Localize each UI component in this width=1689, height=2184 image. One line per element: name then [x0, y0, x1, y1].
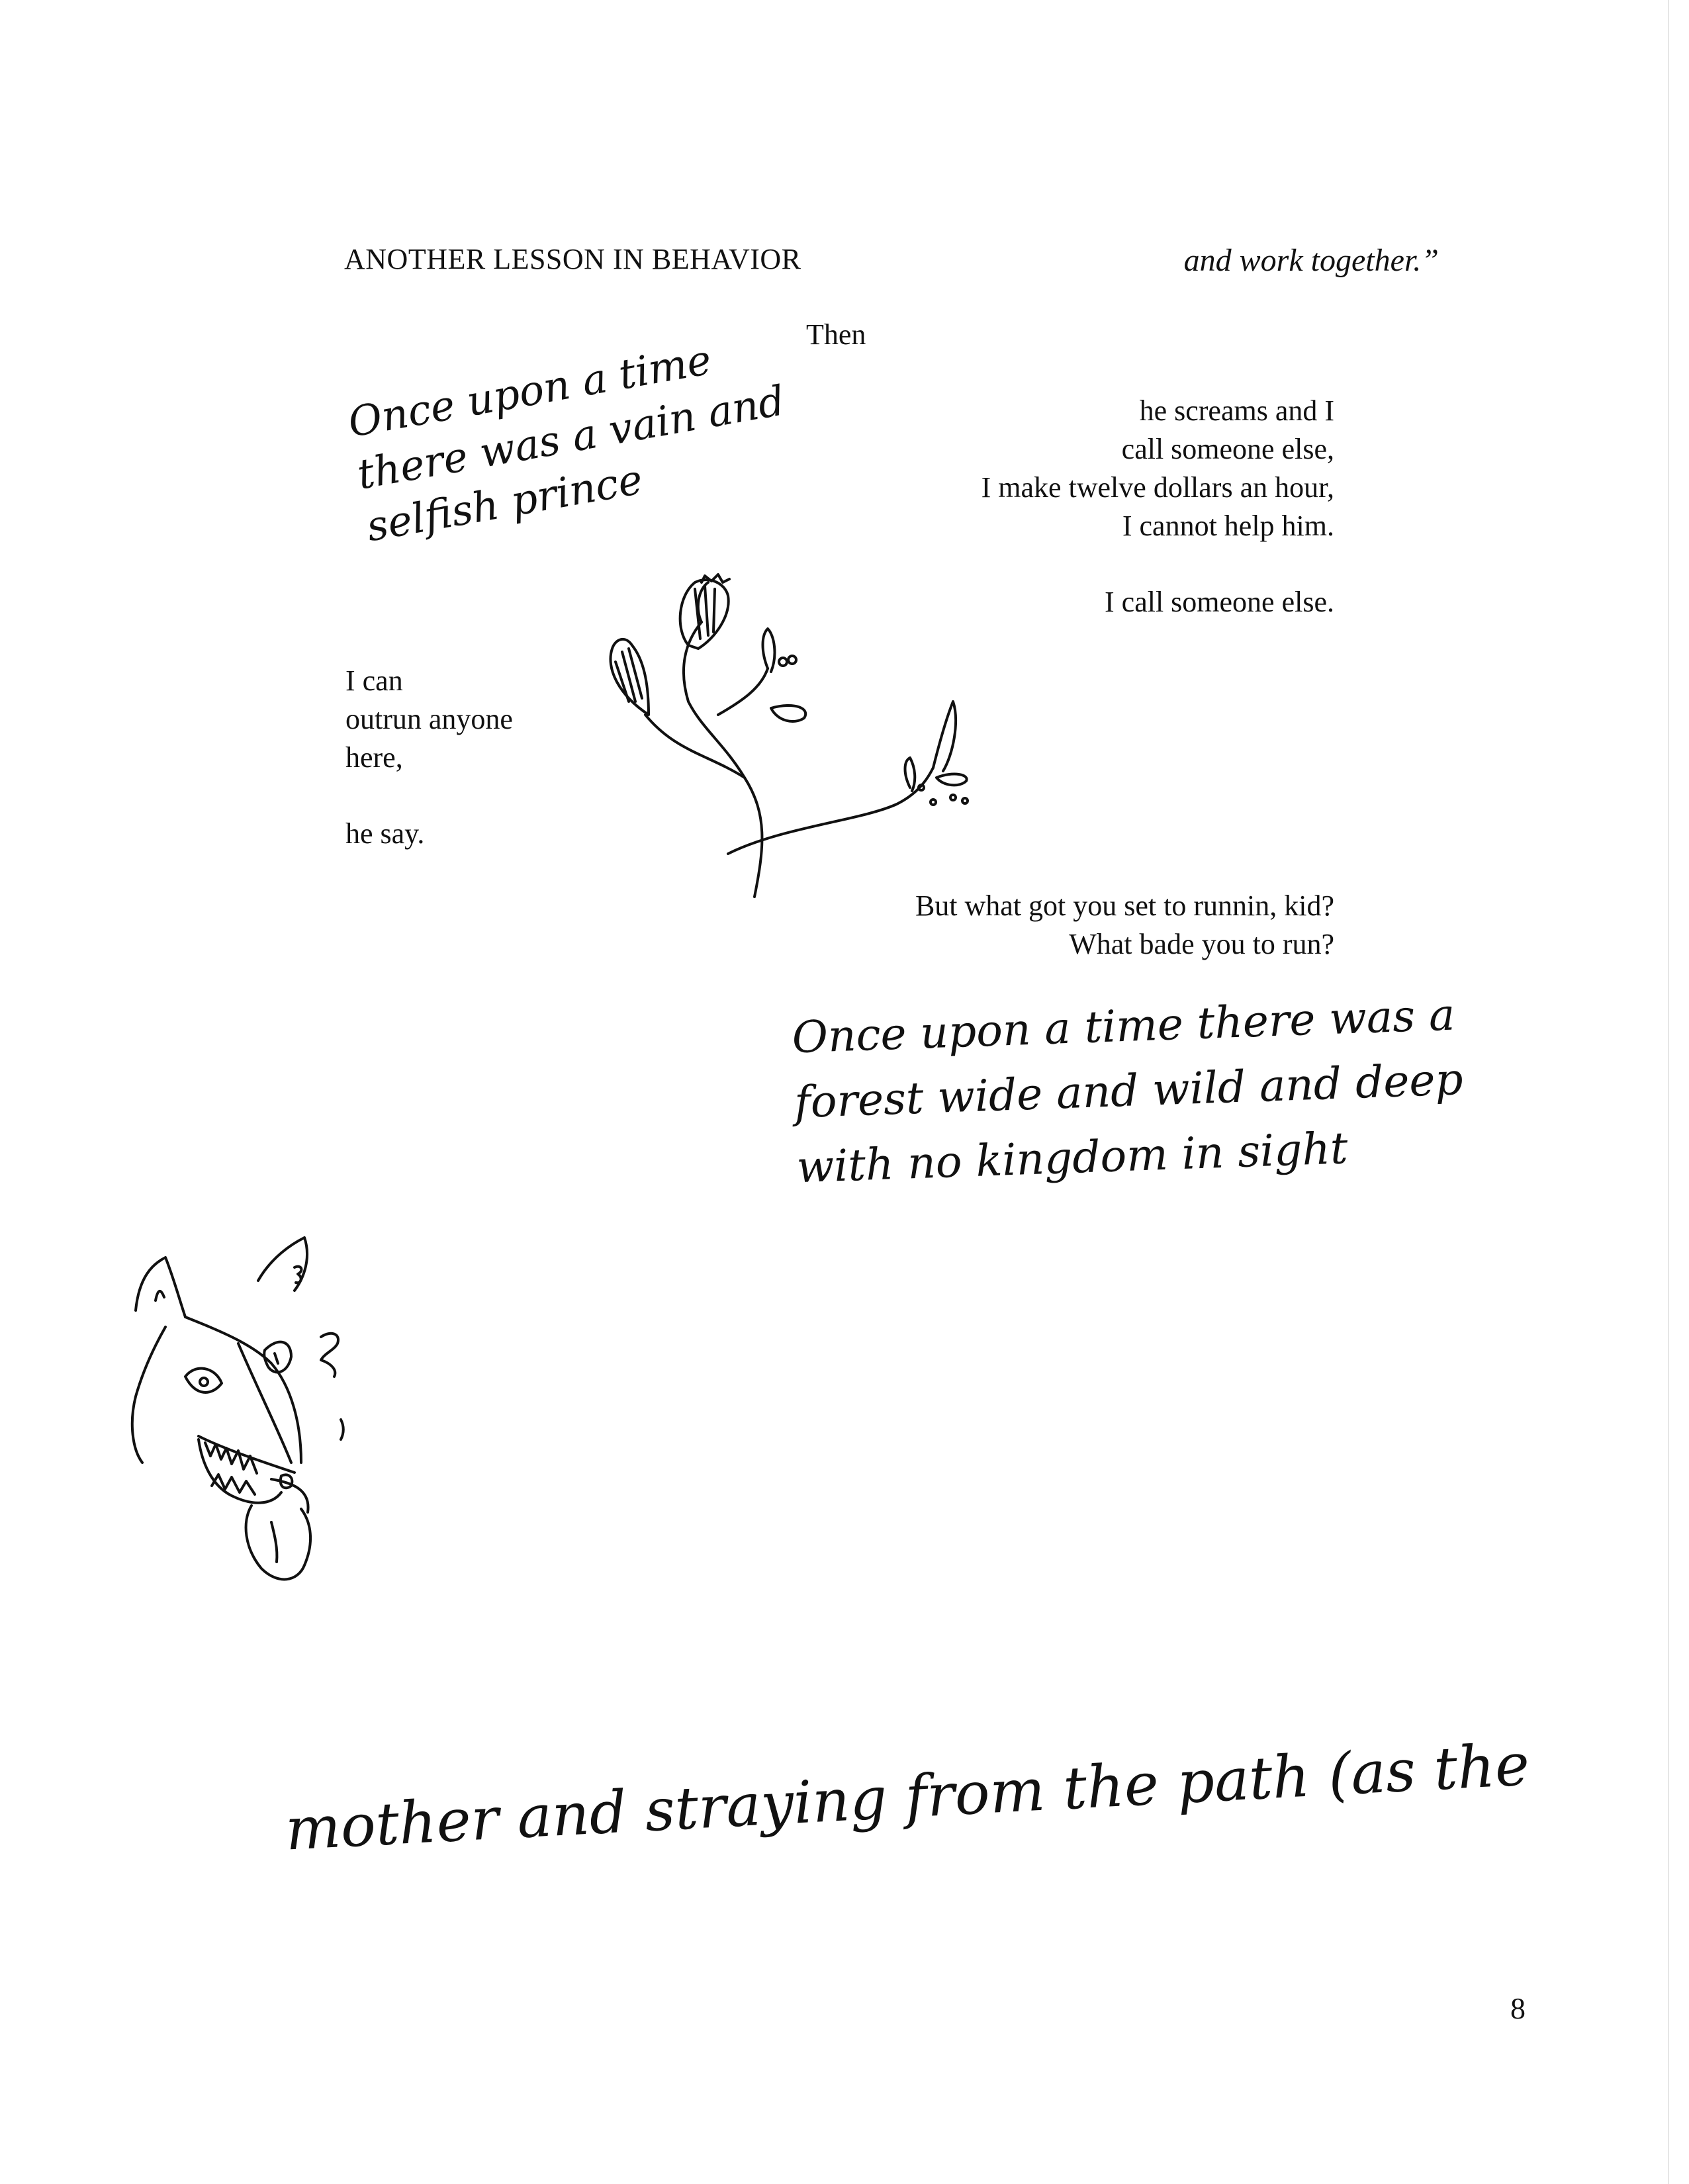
poem-line: What bade you to run? [1069, 928, 1334, 960]
poem-line-call-again: I call someone else. [1105, 586, 1334, 618]
flower-sketch [610, 574, 968, 897]
handwritten-note-prince: Once upon a time there was a vain and selfish prince [344, 335, 789, 551]
poem-title: ANOTHER LESSON IN BEHAVIOR [344, 243, 801, 275]
poem-line-then: Then [806, 318, 866, 351]
poem-line: I make twelve dollars an hour, [981, 471, 1334, 504]
poem-line: But what got you set to runnin, kid? [915, 889, 1334, 922]
handwritten-note-forest: Once upon a time there was a forest wide and wild and deep with no kingdom in sight [791, 989, 1464, 1193]
poem-line-he-say: he say. [345, 817, 425, 850]
poem-line: he screams and I [1139, 394, 1334, 427]
poem-line: outrun anyone [345, 703, 513, 735]
handwritten-note-mother: mother and straying from the path (as the [283, 1730, 1531, 1864]
poem-line: here, [345, 741, 403, 774]
poem-line: I cannot help him. [1122, 510, 1334, 542]
poem-line: call someone else, [1121, 433, 1334, 465]
wolf-sketch [132, 1238, 343, 1579]
page-number: 8 [1510, 1991, 1526, 2025]
quote-fragment: and work together.” [1183, 243, 1439, 278]
poem-line: I can [345, 664, 403, 697]
